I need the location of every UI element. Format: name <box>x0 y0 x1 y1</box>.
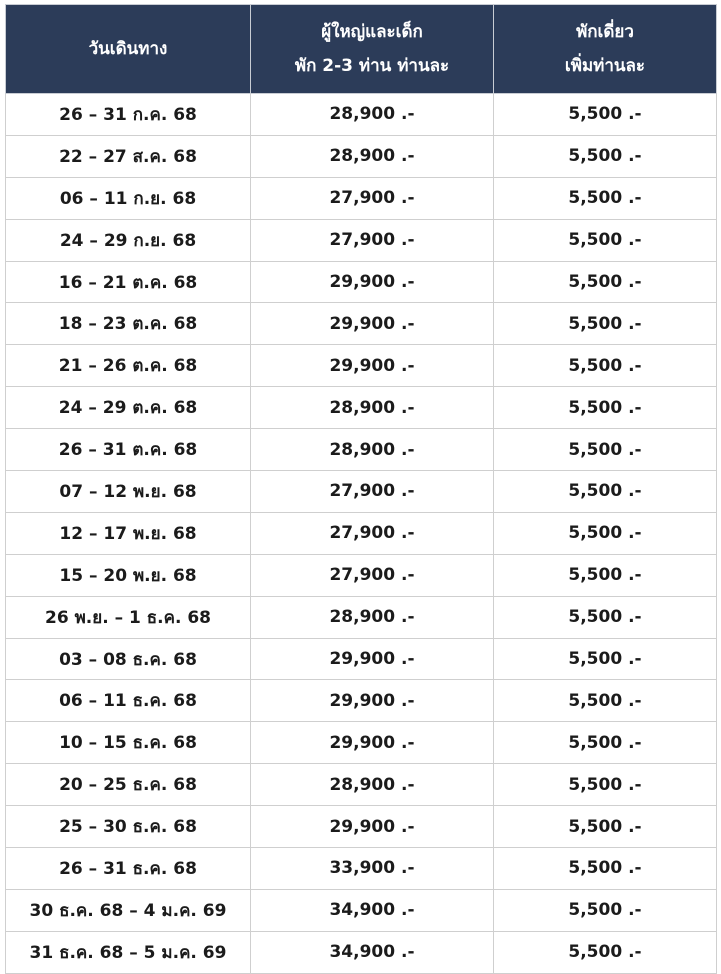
header-single-line1: พักเดี่ยว <box>576 22 634 42</box>
adult-child-price-cell: 28,900 .- <box>251 94 494 136</box>
table-row <box>6 471 717 513</box>
adult-child-price-cell: 28,900 .- <box>251 429 494 471</box>
single-supplement-cell: 5,500 .- <box>494 429 717 471</box>
header-travel-date <box>6 5 251 94</box>
price-table <box>5 4 717 974</box>
travel-date-cell: 24 – 29 ต.ค. 68 <box>6 387 251 429</box>
single-supplement-cell: 5,500 .- <box>494 596 717 638</box>
single-supplement-cell: 5,500 .- <box>494 512 717 554</box>
header-single-supplement <box>494 5 717 94</box>
travel-date-cell: 12 – 17 พ.ย. 68 <box>6 512 251 554</box>
adult-child-price-cell: 27,900 .- <box>251 512 494 554</box>
table-row <box>6 680 717 722</box>
adult-child-price-cell: 29,900 .- <box>251 638 494 680</box>
table-row <box>6 722 717 764</box>
table-row <box>6 177 717 219</box>
table-row <box>6 512 717 554</box>
adult-child-price-cell: 27,900 .- <box>251 219 494 261</box>
header-adult-child-line2: พัก 2-3 ท่าน ท่านละ <box>294 56 450 76</box>
table-row <box>6 387 717 429</box>
travel-date-cell: 10 – 15 ธ.ค. 68 <box>6 722 251 764</box>
single-supplement-cell: 5,500 .- <box>494 387 717 429</box>
single-supplement-cell: 5,500 .- <box>494 806 717 848</box>
travel-date-cell: 06 – 11 ธ.ค. 68 <box>6 680 251 722</box>
single-supplement-cell: 5,500 .- <box>494 722 717 764</box>
table-row <box>6 638 717 680</box>
table-row <box>6 94 717 136</box>
table-row <box>6 135 717 177</box>
travel-date-cell: 30 ธ.ค. 68 – 4 ม.ค. 69 <box>6 889 251 931</box>
travel-date-cell: 26 – 31 ธ.ค. 68 <box>6 848 251 890</box>
table-row <box>6 889 717 931</box>
adult-child-price-cell: 29,900 .- <box>251 722 494 764</box>
travel-date-cell: 25 – 30 ธ.ค. 68 <box>6 806 251 848</box>
table-row <box>6 806 717 848</box>
adult-child-price-cell: 28,900 .- <box>251 764 494 806</box>
adult-child-price-cell: 33,900 .- <box>251 848 494 890</box>
travel-date-cell: 31 ธ.ค. 68 – 5 ม.ค. 69 <box>6 931 251 973</box>
single-supplement-cell: 5,500 .- <box>494 554 717 596</box>
table-row <box>6 848 717 890</box>
adult-child-price-cell: 29,900 .- <box>251 261 494 303</box>
table-row <box>6 261 717 303</box>
travel-date-cell: 06 – 11 ก.ย. 68 <box>6 177 251 219</box>
travel-date-cell: 18 – 23 ต.ค. 68 <box>6 303 251 345</box>
single-supplement-cell: 5,500 .- <box>494 931 717 973</box>
adult-child-price-cell: 27,900 .- <box>251 471 494 513</box>
adult-child-price-cell: 29,900 .- <box>251 303 494 345</box>
travel-date-cell: 22 – 27 ส.ค. 68 <box>6 135 251 177</box>
single-supplement-cell: 5,500 .- <box>494 94 717 136</box>
adult-child-price-cell: 29,900 .- <box>251 806 494 848</box>
single-supplement-cell: 5,500 .- <box>494 471 717 513</box>
table-row <box>6 345 717 387</box>
adult-child-price-cell: 27,900 .- <box>251 177 494 219</box>
header-single-line2: เพิ่มท่านละ <box>564 56 646 76</box>
single-supplement-cell: 5,500 .- <box>494 848 717 890</box>
adult-child-price-cell: 29,900 .- <box>251 345 494 387</box>
single-supplement-cell: 5,500 .- <box>494 219 717 261</box>
adult-child-price-cell: 28,900 .- <box>251 135 494 177</box>
adult-child-price-cell: 34,900 .- <box>251 889 494 931</box>
single-supplement-cell: 5,500 .- <box>494 764 717 806</box>
travel-date-cell: 24 – 29 ก.ย. 68 <box>6 219 251 261</box>
travel-date-cell: 07 – 12 พ.ย. 68 <box>6 471 251 513</box>
travel-date-cell: 03 – 08 ธ.ค. 68 <box>6 638 251 680</box>
travel-date-cell: 20 – 25 ธ.ค. 68 <box>6 764 251 806</box>
table-row <box>6 596 717 638</box>
single-supplement-cell: 5,500 .- <box>494 177 717 219</box>
single-supplement-cell: 5,500 .- <box>494 345 717 387</box>
header-adult-child-price <box>251 5 494 94</box>
header-row <box>6 5 717 94</box>
table-row <box>6 931 717 973</box>
single-supplement-cell: 5,500 .- <box>494 638 717 680</box>
table-row <box>6 303 717 345</box>
adult-child-price-cell: 29,900 .- <box>251 680 494 722</box>
single-supplement-cell: 5,500 .- <box>494 135 717 177</box>
travel-date-cell: 21 – 26 ต.ค. 68 <box>6 345 251 387</box>
single-supplement-cell: 5,500 .- <box>494 303 717 345</box>
single-supplement-cell: 5,500 .- <box>494 680 717 722</box>
adult-child-price-cell: 28,900 .- <box>251 387 494 429</box>
travel-date-cell: 26 – 31 ต.ค. 68 <box>6 429 251 471</box>
adult-child-price-cell: 27,900 .- <box>251 554 494 596</box>
header-travel-date-label: วันเดินทาง <box>88 39 168 59</box>
travel-date-cell: 26 พ.ย. – 1 ธ.ค. 68 <box>6 596 251 638</box>
table-row <box>6 429 717 471</box>
table-row <box>6 764 717 806</box>
table-row <box>6 219 717 261</box>
travel-date-cell: 26 – 31 ก.ค. 68 <box>6 94 251 136</box>
travel-date-cell: 15 – 20 พ.ย. 68 <box>6 554 251 596</box>
single-supplement-cell: 5,500 .- <box>494 261 717 303</box>
adult-child-price-cell: 34,900 .- <box>251 931 494 973</box>
table-body <box>6 94 717 974</box>
adult-child-price-cell: 28,900 .- <box>251 596 494 638</box>
header-adult-child-line1: ผู้ใหญ่และเด็ก <box>321 22 423 42</box>
single-supplement-cell: 5,500 .- <box>494 889 717 931</box>
travel-date-cell: 16 – 21 ต.ค. 68 <box>6 261 251 303</box>
table-row <box>6 554 717 596</box>
table-header <box>6 5 717 94</box>
